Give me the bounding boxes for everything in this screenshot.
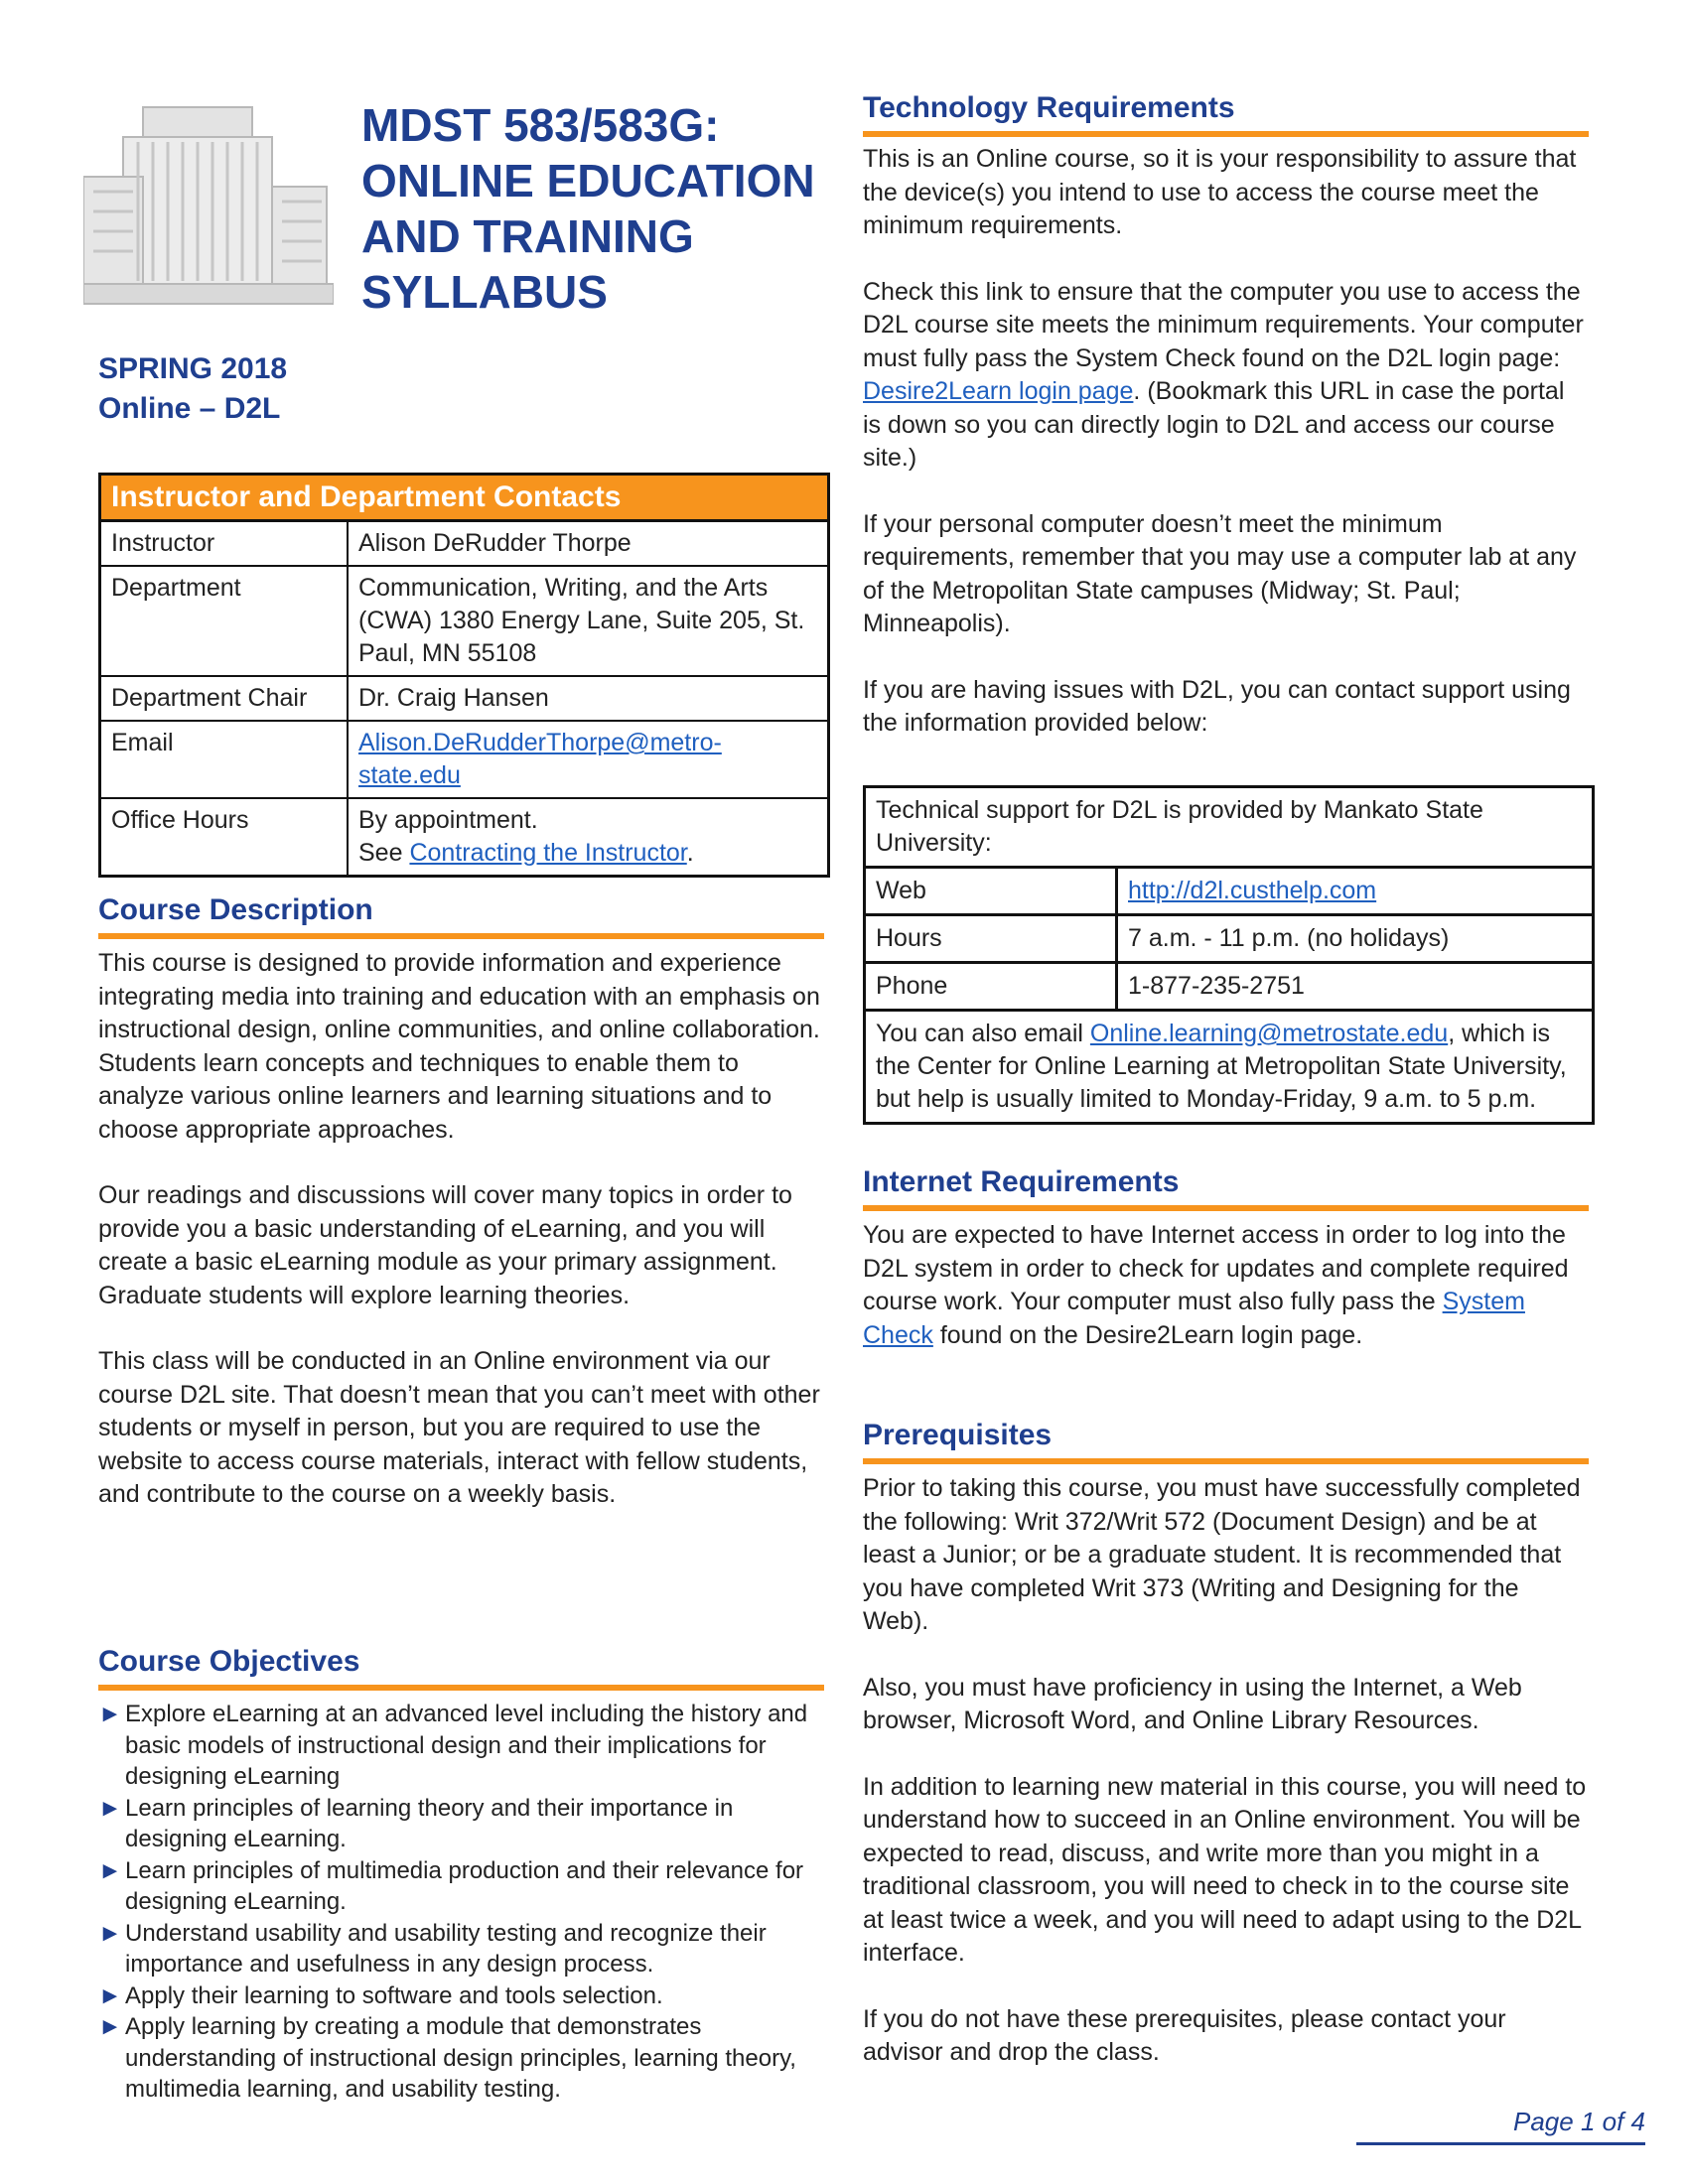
document-title bbox=[361, 97, 858, 320]
arrow-bullet-icon: ► bbox=[98, 1981, 122, 2009]
arrow-bullet-icon: ► bbox=[98, 2013, 122, 2040]
row-label: Phone bbox=[866, 964, 1118, 1009]
table-row bbox=[866, 866, 1592, 913]
row-value: 7 a.m. - 11 p.m. (no holidays) bbox=[1128, 924, 1450, 952]
page-number: Page 1 of 4 bbox=[1356, 2107, 1645, 2145]
row-value: 1-877-235-2751 bbox=[1128, 972, 1305, 1000]
arrow-bullet-icon: ► bbox=[98, 1856, 122, 1884]
objectives-list bbox=[98, 1699, 824, 2106]
internet-section bbox=[863, 1163, 1589, 1352]
paragraph: If your personal computer doesn’t meet the minimum requirements, remember that you may use a computer lab at any of the Metropolitan State campuses (Midway; St. Paul; Minneapolis). bbox=[863, 509, 1577, 637]
table-row bbox=[101, 720, 827, 797]
arrow-bullet-icon: ► bbox=[98, 1919, 122, 1947]
contacts-heading: Instructor and Department Contacts bbox=[101, 476, 827, 522]
section-heading: Prerequisites bbox=[863, 1417, 1589, 1464]
paragraph: If you do not have these prerequisites, please contact your advisor and drop the class. bbox=[863, 2004, 1506, 2066]
paragraph: You are expected to have Internet access in order to log into the D2L system in order to check for updates and complete required course work. Your computer must also fully pass the System Check found on the Desire2Learn login page. bbox=[863, 1221, 1569, 1349]
prerequisites-section bbox=[863, 1417, 1589, 2070]
system-check-link[interactable]: System Check bbox=[863, 1288, 1525, 1349]
row-label: Email bbox=[101, 722, 349, 797]
title-line: ONLINE EDUCATION bbox=[361, 155, 815, 206]
title-line: MDST 583/583G: bbox=[361, 99, 720, 151]
contacts-table bbox=[98, 473, 830, 878]
list-item: ► Learn principles of multimedia production and their relevance for designing eLearning. bbox=[98, 1856, 804, 1915]
paragraph: If you are having issues with D2L, you can contact support using the information provided below: bbox=[863, 675, 1571, 737]
online-learning-email-link[interactable]: Online.learning@metrostate.edu bbox=[1089, 1020, 1449, 1047]
table-row bbox=[866, 913, 1592, 961]
paragraph: This class will be conducted in an Online environment via our course D2L site. That doesn’t mean that you can’t meet with other students or myself in person, but you are required to use the website to access course materials, interact with fellow students, and contribute to the course on a weekly basis. bbox=[98, 1347, 820, 1508]
paragraph: Prior to taking this course, you must have successfully completed the following: Writ 372/Writ 572 (Document Design) and be at least a Junior; or be a graduate student. It is recommended that you have completed Writ 373 (Writing and Designing for the Web). bbox=[863, 1474, 1581, 1635]
arrow-bullet-icon: ► bbox=[98, 1794, 122, 1822]
list-item: ► Apply their learning to software and tools selection. bbox=[98, 1980, 824, 2012]
list-item: ► Apply learning by creating a module that demonstrates understanding of instructional design principles, learning theory, multimedia learning, and usability testing. bbox=[98, 2013, 796, 2103]
support-web-link[interactable]: http://d2l.custhelp.com bbox=[1128, 877, 1377, 904]
period-text: . bbox=[686, 839, 694, 867]
d2l-login-link[interactable]: Desire2Learn login page bbox=[863, 377, 1134, 405]
row-value bbox=[349, 799, 827, 875]
course-description-section bbox=[98, 891, 824, 1512]
support-table bbox=[863, 785, 1595, 1125]
row-label: Department bbox=[101, 567, 349, 675]
term-info bbox=[98, 349, 287, 429]
table-row bbox=[101, 675, 827, 720]
instructor-email-link[interactable]: Alison.DeRudderThorpe@metro-state.edu bbox=[358, 729, 722, 789]
table-row bbox=[101, 522, 827, 565]
row-label: Web bbox=[866, 869, 1118, 913]
building-illustration bbox=[83, 97, 334, 308]
paragraph: This course is designed to provide information and experience integrating media into training and education with an emphasis on instructional design, online communities, and online collaboration. Students learn concepts and techniques to enable them to analyze various online learners and learning situations and to choose appropriate approaches. bbox=[98, 949, 820, 1144]
delivery-mode: Online – D2L bbox=[98, 392, 281, 425]
technology-section bbox=[863, 89, 1589, 741]
title-line: SYLLABUS bbox=[361, 266, 608, 318]
paragraph: In addition to learning new material in this course, you will need to understand how to succeed in an Online environment. You will be expected to read, discuss, and write more than you might in a traditional classroom, you will need to check in to the course site at least twice a week, and you will need to adapt using to the D2L interface. bbox=[863, 1772, 1587, 1967]
section-heading: Course Description bbox=[98, 891, 824, 939]
paragraph: Our readings and discussions will cover many topics in order to provide you a basic understanding of eLearning, and you will create a basic eLearning module as your primary assignment. Graduate students will explore learning theories. bbox=[98, 1181, 792, 1309]
row-value: Dr. Craig Hansen bbox=[358, 684, 549, 712]
list-item: ► Learn principles of learning theory and their importance in designing eLearning. bbox=[98, 1794, 734, 1852]
row-label: Department Chair bbox=[101, 677, 349, 720]
section-heading: Course Objectives bbox=[98, 1643, 824, 1691]
course-objectives-section bbox=[98, 1643, 824, 2106]
arrow-bullet-icon: ► bbox=[98, 1701, 122, 1727]
paragraph: Check this link to ensure that the computer you use to access the D2L course site meets the minimum requirements. Your computer must fully pass the System Check found on the D2L login page: Desire2Learn login page. (Bookmark this URL in case the portal is down so you can directly login to D2L and access our course site.) bbox=[863, 277, 1584, 472]
table-row bbox=[866, 961, 1592, 1009]
section-heading: Internet Requirements bbox=[863, 1163, 1589, 1211]
row-value: Alison DeRudder Thorpe bbox=[358, 529, 632, 557]
list-item: ► Explore eLearning at an advanced level including the history and basic models of instructional design and their implications for designing eLearning bbox=[98, 1701, 808, 1790]
see-text: See bbox=[358, 839, 410, 867]
support-intro: Technical support for D2L is provided by Mankato State University: bbox=[876, 796, 1483, 857]
table-row bbox=[101, 565, 827, 675]
office-hours-text: By appointment. bbox=[358, 806, 538, 834]
table-row bbox=[101, 797, 827, 875]
paragraph: Also, you must have proficiency in using the Internet, a Web browser, Microsoft Word, and Online Library Resources. bbox=[863, 1673, 1522, 1734]
row-label: Instructor bbox=[101, 522, 349, 565]
paragraph: This is an Online course, so it is your responsibility to assure that the device(s) you intend to use to access the course meet the minimum requirements. bbox=[863, 145, 1577, 239]
row-value: Communication, Writing, and the Arts (CWA) 1380 Energy Lane, Suite 205, St. Paul, MN 55108 bbox=[358, 574, 805, 667]
contact-instructor-link[interactable]: Contracting the Instructor bbox=[409, 839, 687, 867]
title-line: AND TRAINING bbox=[361, 210, 694, 262]
list-item: ► Understand usability and usability testing and recognize their importance and usefulness in any design process. bbox=[98, 1919, 767, 1978]
section-heading: Technology Requirements bbox=[863, 89, 1589, 137]
row-label: Office Hours bbox=[101, 799, 349, 875]
term-label: SPRING 2018 bbox=[98, 352, 288, 385]
support-email-text: You can also email Online.learning@metrostate.edu, which is the Center for Online Learning at Metropolitan State University, but help is usually limited to Monday-Friday, 9 a.m. to 5 p.m. bbox=[866, 1009, 1592, 1122]
row-label: Hours bbox=[866, 916, 1118, 961]
